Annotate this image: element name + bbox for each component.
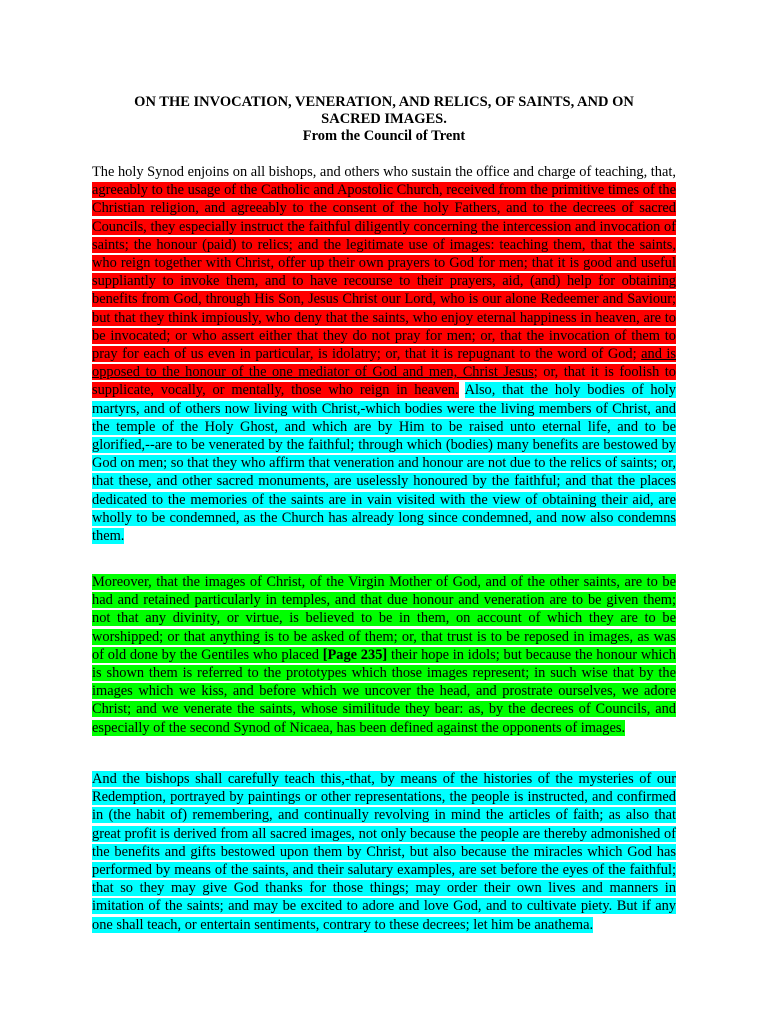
title-subtitle: From the Council of Trent bbox=[302, 128, 466, 144]
page-reference: [Page 235] bbox=[322, 646, 388, 663]
p2-green-text-1: Moreover, that the images of Christ, of the Virgin Mother of God, and of the other saints, are to be had and retained particularly in temples, and that due honour and veneration are to be given them; not that any divinity, or virtue, is believed to be in them, on account of which they are to be worshipped; or that anything is to be asked of them; or, that trust is to be reposed in images, as was of old done by the Gentiles who placed bbox=[92, 574, 676, 663]
p1-plain-text: The holy Synod enjoins on all bishops, and others who sustain the office and charge of teaching, that, bbox=[92, 164, 676, 180]
p1-red-highlight: agreeably to the usage of the Catholic and Apostolic Church, received from the primitive times of the Christian religion, and agreeably to the consent of the holy Fathers, and to the decrees of sacred Councils, they especially instruct the faithful diligently concerning the intercession and invocation of saints; the honour (paid) to relics; and the legitimate use of images: teaching them, that the saints, who reign together with Christ, offer up their own prayers to God for men; that it is good and useful suppliantly to invoke them, and to have recourse to their prayers, aid, (and) help for obtaining benefits from God, through His Son, Jesus Christ our Lord, who is our alone Redeemer and Saviour; but that they think impiously, who deny that the saints, who enjoy eternal happiness in heaven, are to be invocated; or who assert either that they do not pray for men; or, that the invocation of them to pray for each of us even in particular, is idolatry; or, that it is repugnant to the word of God; bbox=[92, 182, 676, 363]
p2-green-text-2: their hope in idols; but because the honour which is shown them is referred to the prototypes which those images represent; in such wise that by the images which we kiss, and before which we uncover the head, and prostrate ourselves, we adore Christ; and we venerate the saints, whose similitude they bear: as, by the decrees of Councils, and especially of the second Synod of Nicaea, has been defined against the opponents of images. bbox=[92, 646, 676, 736]
document-title bbox=[92, 94, 676, 145]
paragraph-3 bbox=[92, 770, 676, 934]
title-line-2: SACRED IMAGES. bbox=[321, 111, 447, 127]
paragraph-2 bbox=[92, 573, 676, 737]
title-line-1: ON THE INVOCATION, VENERATION, AND RELICS, OF SAINTS, AND ON bbox=[134, 94, 634, 110]
p1-red-highlight-end: ; or, that it is foolish to supplicate, vocally, or mentally, those who reign in heaven. bbox=[92, 364, 677, 399]
paragraph-1 bbox=[92, 163, 676, 545]
p1-red-underlined: and is opposed to the honour of the one mediator of God and men, Christ Jesus bbox=[92, 346, 676, 381]
p1-cyan-highlight: Also, that the holy bodies of holy martyrs, and of others now living with Christ,-which bodies were the living members of Christ, and the temple of the Holy Ghost, and which are by Him to be raised unto eternal life, and to be glorified,--are to be venerated by the faithful; through which (bodies) many benefits are bestowed by God on men; so that they who affirm that veneration and honour are not due to the relics of saints; or, that these, and other sacred monuments, are uselessly honoured by the faithful; and that the places dedicated to the memories of the saints are in vain visited with the view of obtaining their aid, are wholly to be condemned, as the Church has already long since condemned, and now also condemns them. bbox=[92, 382, 676, 545]
p1-gap bbox=[459, 382, 465, 398]
p3-cyan-highlight: And the bishops shall carefully teach this,-that, by means of the histories of the mysteries of our Redemption, portrayed by paintings or other representations, the people is instructed, and confirmed in (the habit of) remembering, and continually revolving in mind the articles of faith; as also that great profit is derived from all sacred images, not only because the people are thereby admonished of the benefits and gifts bestowed upon them by Christ, but also because the miracles which God has performed by means of the saints, and their salutary examples, are set before the eyes of the faithful; that so they may give God thanks for those things; may order their own lives and manners in imitation of the saints; and may be excited to adore and love God, and to cultivate piety. But if any one shall teach, or entertain sentiments, contrary to these decrees; let him be anathema. bbox=[92, 771, 676, 933]
